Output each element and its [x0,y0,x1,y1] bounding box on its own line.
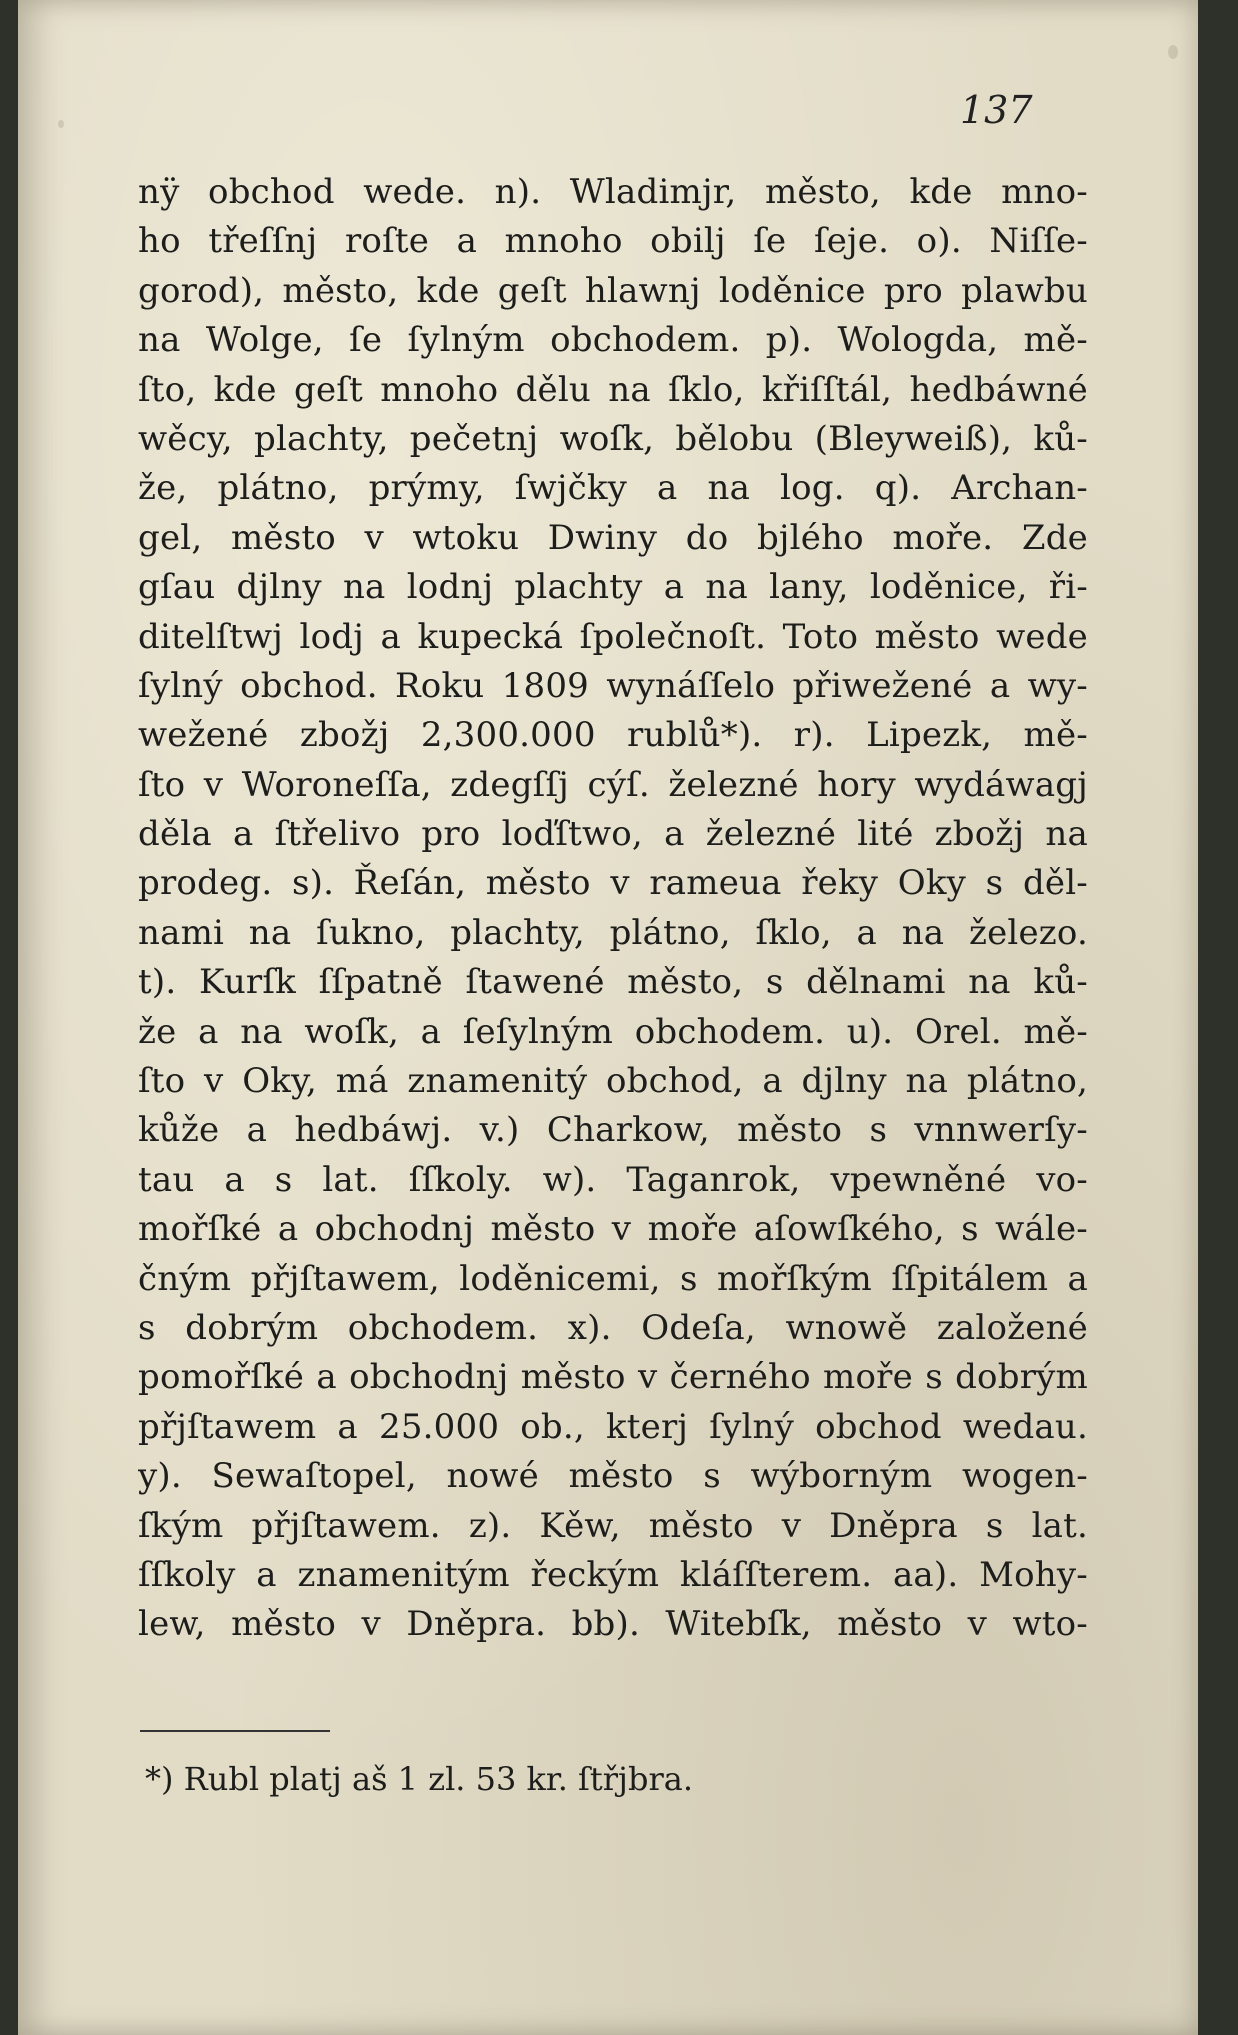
text-line: t). Kurſk ſſpatně ſtawené město, s dělnami na ků- [138,962,1088,1003]
text-line: nÿ obchod wede. n). Wladimjr, město, kde mno- [138,172,1088,212]
text-line: ſto v Woroneſſa, zdegſſj cýſ. železné hory wydáwagj [138,764,1088,805]
text-line: čným přjſtawem, loděnicemi, s mořſkým ſſpitálem a [138,1258,1088,1299]
text-line: kůže a hedbáwj. v.) Charkow, město s vnnwerſy- [138,1110,1088,1151]
text-line: ſylný obchod. Roku 1809 wynáſſelo přiwežené a wy- [138,665,1088,706]
text-line: na Wolge, ſe ſylným obchodem. p). Wologda, mě- [138,320,1088,361]
text-line: nami na ſukno, plachty, plátno, ſklo, a na železo. [138,912,1088,953]
text-line: y). Sewaſtopel, nowé město s wýborným wogen- [138,1456,1088,1497]
text-line: ſſkoly a znamenitým řeckým kláſſterem. aa). Mohy- [138,1554,1088,1595]
text-line: ſto v Oky, má znamenitý obchod, a djlny na plátno, [138,1061,1088,1102]
text-line: ſkým přjſtawem. z). Kěw, město v Dněpra s lat. [138,1505,1088,1546]
paper-stain [1168,45,1178,59]
text-line: wěcy, plachty, pečetnj woſk, bělobu (Bleyweiß), ků- [138,418,1088,459]
footnote-divider [140,1730,330,1732]
text-line: prodeg. s). Řeſán, město v rameua řeky Oky s děl- [138,863,1088,904]
text-line: gſau djlny na lodnj plachty a na lany, loděnice, ři- [138,567,1088,608]
text-line: ſto, kde geſt mnoho dělu na ſklo, křiſſtál, hedbáwné [138,369,1088,410]
text-line: děla a ſtřelivo pro loďſtwo, a železné lité zbožj na [138,814,1088,855]
text-line: že a na woſk, a ſeſylným obchodem. u). Orel. mě- [138,1011,1088,1052]
text-line: gorod), město, kde geſt hlawnj loděnice pro plawbu [138,270,1088,311]
paper-stain [58,120,64,128]
text-line: mořſké a obchodnj město v moře aſowſkého, s wále- [138,1209,1088,1250]
text-line: že, plátno, prýmy, ſwjčky a na log. q). Archan- [138,468,1088,509]
text-line: tau a s lat. ſſkoly. w). Taganrok, vpewněné vo- [138,1159,1088,1200]
text-line: s dobrým obchodem. x). Odeſa, wnowě založené [138,1307,1088,1348]
text-line: pomořſké a obchodnj město v černého moře s dobrým [138,1357,1088,1398]
text-line: lew, město v Dněpra. bb). Witebſk, město v wto- [138,1604,1088,1645]
text-line: ho třeſſnj roſte a mnoho obilj ſe ſeje. o). Niſſe- [138,221,1088,262]
text-line: wežené zbožj 2,300.000 rublů*). r). Lipezk, mě- [138,715,1088,756]
text-line: ditelſtwj lodj a kupecká ſpolečnoſt. Toto město wede [138,616,1088,657]
page-number: 137 [960,88,1033,132]
footnote: *) Rubl platj aš 1 zl. 53 kr. ſtřjbra. [145,1760,693,1798]
text-line: gel, město v wtoku Dwiny do bjlého moře. Zde [138,517,1088,558]
text-line: přjſtawem a 25.000 ob., kterj ſylný obchod wedau. [138,1406,1088,1447]
body-text [138,168,1088,1650]
